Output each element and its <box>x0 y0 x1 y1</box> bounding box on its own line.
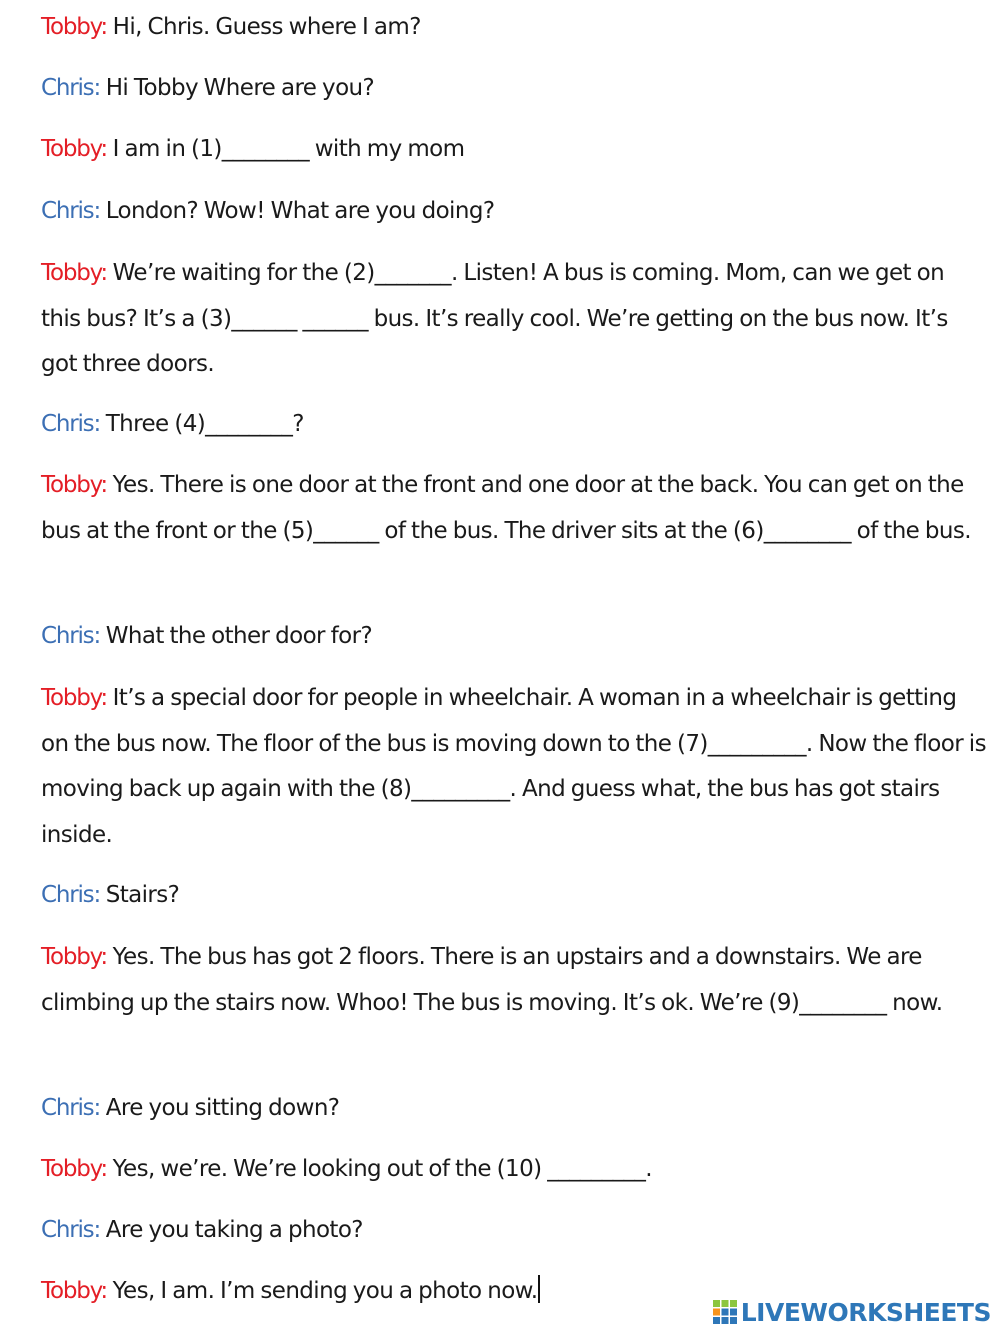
dialogue-line-2 <box>41 66 986 112</box>
speaker-label: Chris: <box>41 75 101 101</box>
line-text: Yes. There is one door at the front and one door at the back. You can get on the bus at the front or the (5)______ of the bus. The driver sits at the (6)________ of the bus. <box>41 472 972 544</box>
speaker-label: Tobby: <box>41 14 107 40</box>
line-text: Yes, we’re. We’re looking out of the (10) _________. <box>112 1156 653 1182</box>
liveworksheets-logo-icon <box>713 1300 737 1324</box>
speaker-label: Chris: <box>41 882 101 908</box>
dialogue-line-4 <box>41 189 986 235</box>
speaker-label: Chris: <box>41 411 101 437</box>
dialogue-line-8 <box>41 614 986 660</box>
line-text: Are you taking a photo? <box>105 1217 363 1243</box>
line-text: Hi Tobby Where are you? <box>105 75 375 101</box>
speaker-label: Tobby: <box>41 944 107 970</box>
dialogue-line-6 <box>41 402 986 448</box>
dialogue-line-11 <box>41 935 986 1026</box>
line-text: Stairs? <box>105 882 180 908</box>
dialogue-line-1 <box>41 5 986 51</box>
dialogue-line-12 <box>41 1086 986 1132</box>
speaker-label: Tobby: <box>41 472 107 498</box>
line-text: What the other door for? <box>105 623 373 649</box>
speaker-label: Chris: <box>41 1217 101 1243</box>
line-text: Yes. The bus has got 2 floors. There is an upstairs and a downstairs. We are climbing up the stairs now. Whoo! The bus is moving. It’s ok. We’re (9)________ now. <box>41 944 943 1016</box>
speaker-label: Chris: <box>41 198 101 224</box>
brand-name: LIVEWORKSHEETS <box>740 1297 991 1327</box>
text-cursor <box>538 1275 540 1303</box>
speaker-label: Chris: <box>41 1095 101 1121</box>
speaker-label: Tobby: <box>41 136 107 162</box>
dialogue-line-7 <box>41 463 986 554</box>
speaker-label: Tobby: <box>41 1278 107 1304</box>
dialogue-line-5 <box>41 251 986 388</box>
speaker-label: Tobby: <box>41 1156 107 1182</box>
line-text: Three (4)________? <box>105 411 304 437</box>
line-text: It’s a special door for people in wheelchair. A woman in a wheelchair is getting on the bus now. The floor of the bus is moving down to the (7)_________. Now the floor is moving back up again with the (8)_________. And guess what, the bus has got stairs inside. <box>41 685 986 848</box>
line-text: Hi, Chris. Guess where I am? <box>112 14 421 40</box>
speaker-label: Chris: <box>41 623 101 649</box>
line-text: Are you sitting down? <box>105 1095 340 1121</box>
dialogue-line-3 <box>41 127 986 173</box>
speaker-label: Tobby: <box>41 685 107 711</box>
speaker-label: Tobby: <box>41 260 107 286</box>
line-text: I am in (1)________ with my mom <box>112 136 465 162</box>
dialogue-line-9 <box>41 676 986 858</box>
dialogue-line-13 <box>41 1147 986 1193</box>
line-text: We’re waiting for the (2)_______. Listen! A bus is coming. Mom, can we get on this bus? It’s a (3)______ ______ bus. It’s really cool. We’re getting on the bus now. It’s got three doors. <box>41 260 948 377</box>
line-text: Yes, I am. I’m sending you a photo now. <box>112 1278 538 1304</box>
liveworksheets-brand[interactable] <box>713 1297 991 1327</box>
dialogue-line-10 <box>41 873 986 919</box>
dialogue-line-14 <box>41 1208 986 1254</box>
line-text: London? Wow! What are you doing? <box>105 198 495 224</box>
